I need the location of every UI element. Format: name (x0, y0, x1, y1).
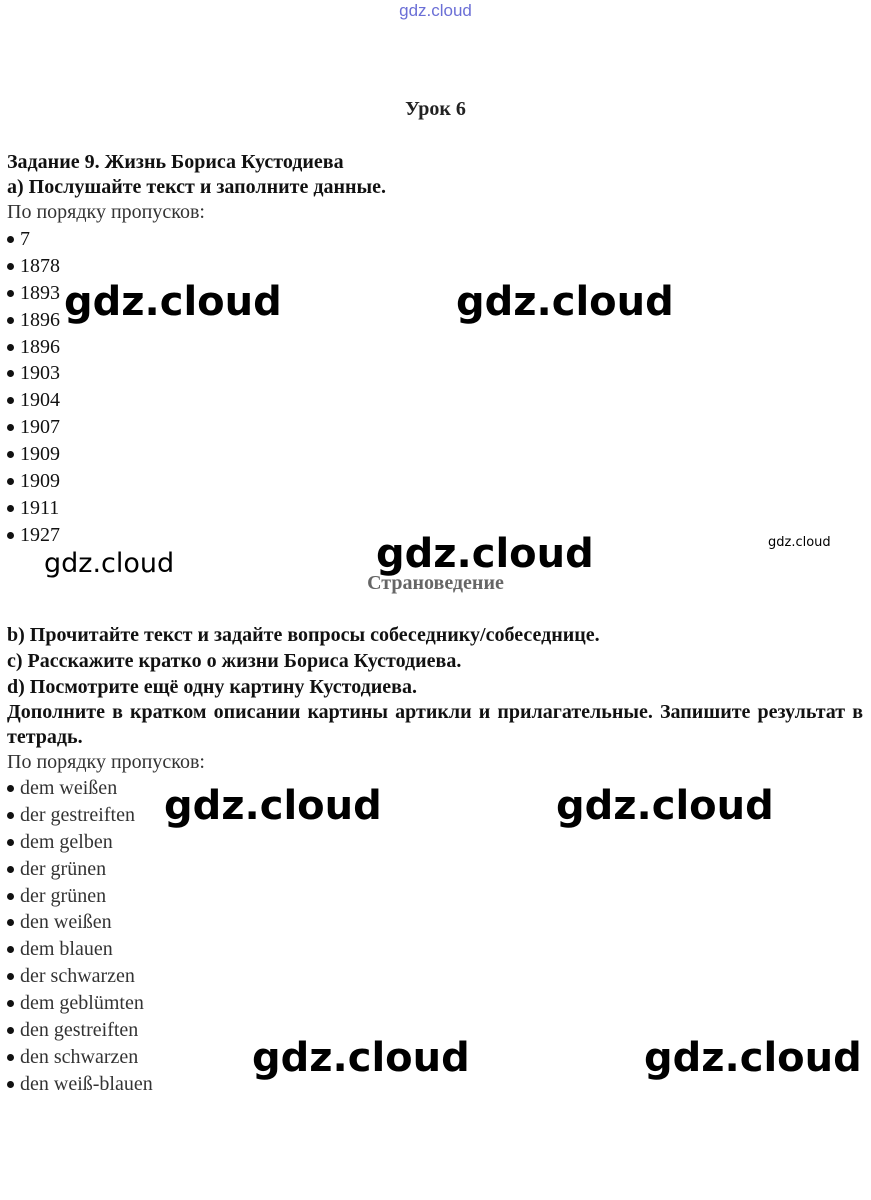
section-heading: Страноведение (367, 572, 504, 594)
list-item: 1893 (7, 280, 60, 307)
bullet-icon (7, 290, 14, 297)
watermark-top: gdz.cloud (399, 1, 472, 20)
list-item: 1904 (7, 387, 60, 414)
bullet-icon (7, 478, 14, 485)
order-label-2: По порядку пропусков: (7, 751, 205, 773)
list-item: dem geblümten (7, 990, 153, 1017)
list-item: dem gelben (7, 829, 153, 856)
bullet-icon (7, 424, 14, 431)
watermark: gdz.cloud (164, 783, 382, 829)
list-item: 1909 (7, 441, 60, 468)
list-item: der grünen (7, 883, 153, 910)
watermark: gdz.cloud (768, 535, 831, 550)
bullet-icon (7, 263, 14, 270)
list-item: der grünen (7, 856, 153, 883)
answers-list-articles (7, 775, 153, 1098)
bullet-icon (7, 505, 14, 512)
list-item: 1878 (7, 253, 60, 280)
list-item: den schwarzen (7, 1044, 153, 1071)
watermark: gdz.cloud (252, 1035, 470, 1081)
list-item: dem weißen (7, 775, 153, 802)
list-item: 1909 (7, 468, 60, 495)
task-heading (7, 150, 344, 174)
bullet-icon (7, 812, 14, 819)
bullet-icon (7, 370, 14, 377)
bullet-icon (7, 1000, 14, 1007)
list-item: 1911 (7, 495, 60, 522)
bullet-icon (7, 236, 14, 243)
bullet-icon (7, 973, 14, 980)
watermark: gdz.cloud (64, 279, 282, 325)
bullet-icon (7, 1027, 14, 1034)
list-item: 1896 (7, 334, 60, 361)
bullet-icon (7, 397, 14, 404)
list-item: der schwarzen (7, 963, 153, 990)
bullet-icon (7, 919, 14, 926)
bullet-icon (7, 839, 14, 846)
instruction-text: Дополните в кратком описании картины артикли и прилагательные. Запишите результат в тетрадь. (7, 701, 863, 748)
watermark: gdz.cloud (44, 548, 175, 579)
answers-list-years (7, 226, 60, 549)
bullet-icon (7, 532, 14, 539)
watermark: gdz.cloud (456, 279, 674, 325)
part-b-text: b) Прочитайте текст и задайте вопросы собеседнику/собеседнице. (7, 624, 600, 646)
bullet-icon (7, 946, 14, 953)
list-item: den weißen (7, 909, 153, 936)
part-c-text: c) Расскажите кратко о жизни Бориса Кустодиева. (7, 650, 462, 672)
part-a-text: а) Послушайте текст и заполните данные. (7, 176, 387, 198)
bullet-icon (7, 451, 14, 458)
list-item: 1907 (7, 414, 60, 441)
bullet-icon (7, 1081, 14, 1088)
bullet-icon (7, 317, 14, 324)
list-item: 1927 (7, 522, 60, 549)
bullet-icon (7, 893, 14, 900)
list-item: 1896 (7, 307, 60, 334)
watermark: gdz.cloud (556, 783, 774, 829)
watermark: gdz.cloud (376, 531, 594, 577)
bullet-icon (7, 344, 14, 351)
lesson-title: Урок 6 (405, 98, 466, 120)
list-item: den gestreiften (7, 1017, 153, 1044)
list-item: dem blauen (7, 936, 153, 963)
task-number: Задание 9. (7, 151, 100, 173)
list-item: der gestreiften (7, 802, 153, 829)
part-d-text: d) Посмотрите ещё одну картину Кустодиева. (7, 676, 417, 698)
bullet-icon (7, 1054, 14, 1061)
order-label: По порядку пропусков: (7, 201, 205, 223)
bullet-icon (7, 785, 14, 792)
list-item: 7 (7, 226, 60, 253)
list-item: den weiß-blauen (7, 1071, 153, 1098)
bullet-icon (7, 866, 14, 873)
list-item: 1903 (7, 360, 60, 387)
watermark: gdz.cloud (644, 1035, 862, 1081)
task-title: Жизнь Бориса Кустодиева (99, 151, 344, 173)
